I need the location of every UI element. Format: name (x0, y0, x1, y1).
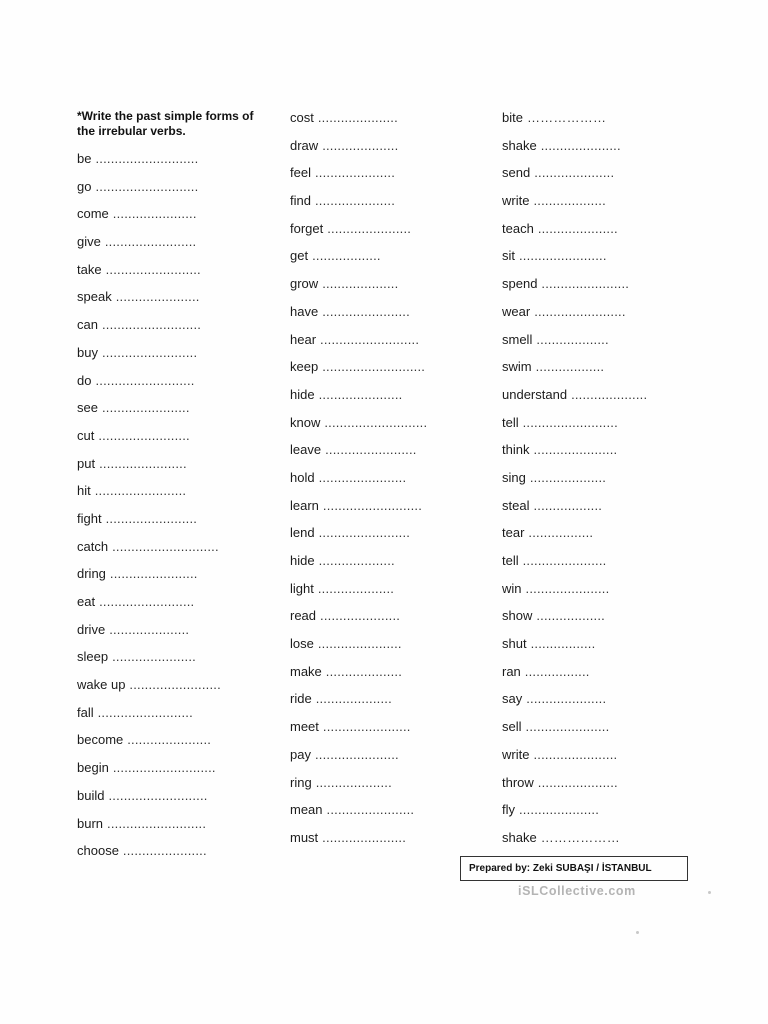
answer-blank[interactable]: ....................... (101, 400, 190, 416)
verb-item (77, 593, 221, 621)
answer-blank[interactable]: ...................... (318, 386, 403, 402)
verb-word: cut (77, 427, 95, 443)
verb-word: wear (502, 303, 531, 319)
credit-box: Prepared by: Zeki SUBAŞI / İSTANBUL (460, 856, 688, 881)
verb-word: speak (77, 289, 112, 305)
verb-item (290, 441, 427, 469)
verb-item (290, 607, 427, 635)
verb-word: tell (502, 553, 519, 568)
verb-item (77, 482, 221, 510)
verb-word: learn (290, 497, 319, 513)
answer-blank[interactable]: .......................... (95, 372, 195, 388)
verb-word: win (502, 580, 522, 596)
answer-blank[interactable]: ...................... (322, 829, 407, 845)
verb-word: eat (77, 594, 96, 609)
answer-blank[interactable]: ....................... (322, 719, 411, 735)
answer-blank[interactable]: ..................... (526, 691, 607, 707)
verb-word: tear (502, 525, 525, 541)
verb-word: leave (290, 442, 322, 458)
answer-blank[interactable]: ......................... (97, 704, 193, 720)
verb-item (290, 497, 427, 525)
verb-item (290, 829, 427, 857)
verb-item (502, 137, 647, 165)
verb-word: fight (77, 510, 102, 526)
answer-blank[interactable]: ....................... (109, 566, 198, 582)
verb-word: put (77, 455, 96, 471)
verb-item (502, 303, 647, 331)
verb-word: ride (290, 691, 312, 707)
verb-item (77, 344, 221, 372)
answer-blank[interactable]: ................... (536, 331, 609, 347)
verb-word: bite (502, 110, 523, 125)
answer-blank[interactable]: .......................... (107, 815, 207, 831)
verb-word: think (502, 442, 530, 458)
verb-item (77, 316, 221, 344)
answer-blank[interactable]: ........................... (95, 178, 199, 194)
verb-item (77, 205, 221, 233)
verb-item (77, 648, 221, 676)
verb-item (502, 607, 647, 635)
verb-item (290, 137, 427, 165)
verb-word: hide (290, 553, 315, 568)
verb-word: hear (290, 331, 317, 347)
verb-word: fall (77, 704, 94, 720)
verb-word: take (77, 261, 102, 277)
answer-blank[interactable]: ......................... (522, 414, 618, 430)
verb-item (502, 801, 647, 829)
answer-blank[interactable]: ............................ (112, 538, 219, 554)
answer-blank[interactable]: ........................ (105, 510, 198, 526)
speck-mark (636, 931, 639, 934)
verb-item (290, 164, 427, 192)
answer-blank[interactable]: ........................ (98, 427, 190, 443)
verb-item (502, 386, 647, 414)
verb-word: hide (290, 386, 315, 402)
verb-word: mean (290, 802, 323, 818)
verb-word: can (77, 317, 98, 333)
answer-blank[interactable]: ........................... (322, 359, 426, 375)
verb-word: steal (502, 497, 530, 513)
answer-blank[interactable]: ...................... (112, 206, 197, 222)
verb-word: teach (502, 220, 534, 236)
verb-item (290, 192, 427, 220)
verb-item (77, 842, 221, 870)
verb-word: sell (502, 719, 522, 735)
verb-word: lose (290, 636, 314, 652)
verb-item (502, 580, 647, 608)
verb-column-1 (77, 150, 221, 870)
verb-item (77, 455, 221, 483)
verb-item (290, 635, 427, 663)
answer-blank[interactable]: ..................... (540, 137, 621, 153)
verb-word: have (290, 303, 319, 319)
verb-word: dring (77, 566, 106, 582)
verb-item (502, 552, 647, 580)
verb-item (290, 746, 427, 774)
verb-item (290, 109, 427, 137)
verb-item (290, 774, 427, 802)
answer-blank[interactable]: ..................... (534, 165, 615, 181)
verb-item (77, 759, 221, 787)
answer-blank[interactable]: ..................... (320, 608, 401, 624)
answer-blank[interactable]: ........................ (325, 442, 417, 458)
answer-blank[interactable]: ....................... (519, 248, 607, 264)
verb-word: catch (77, 538, 109, 554)
verb-item (77, 399, 221, 427)
verb-word: grow (290, 276, 319, 292)
answer-blank[interactable]: ................. (524, 663, 590, 679)
answer-blank[interactable]: ........................ (534, 303, 626, 319)
answer-blank[interactable]: .................. (533, 497, 603, 513)
answer-blank[interactable]: .......................... (108, 787, 208, 803)
verb-word: lend (290, 525, 315, 541)
answer-blank[interactable]: .......................... (322, 497, 423, 513)
verb-item (77, 787, 221, 815)
verb-word: hit (77, 483, 91, 499)
verb-item (290, 331, 427, 359)
verb-item (290, 275, 427, 303)
verb-item (77, 621, 221, 649)
verb-item (77, 288, 221, 316)
answer-blank[interactable]: ...................... (525, 719, 610, 735)
verb-item (290, 801, 427, 829)
verb-item (77, 565, 221, 593)
verb-word: see (77, 400, 98, 416)
verb-item (502, 220, 647, 248)
verb-word: smell (502, 331, 533, 347)
answer-blank[interactable]: ...................... (327, 220, 412, 236)
verb-item (502, 663, 647, 691)
verb-item (290, 718, 427, 746)
verb-column-3 (502, 109, 647, 857)
verb-item (502, 414, 647, 442)
verb-item (502, 331, 647, 359)
verb-word: come (77, 206, 109, 222)
verb-word: be (77, 151, 92, 166)
verb-item (502, 441, 647, 469)
verb-item (77, 372, 221, 400)
answer-blank[interactable]: ......................... (101, 344, 198, 360)
verb-word: make (290, 663, 322, 679)
answer-blank[interactable]: ........................ (129, 677, 221, 693)
verb-item (502, 497, 647, 525)
verb-item (502, 192, 647, 220)
answer-blank[interactable]: ..................... (314, 193, 396, 209)
answer-blank[interactable]: ...................... (533, 442, 618, 458)
verb-word: send (502, 165, 531, 181)
verb-item (290, 358, 427, 386)
verb-word: throw (502, 774, 534, 790)
answer-blank[interactable]: ........................ (104, 234, 197, 250)
verb-word: do (77, 372, 92, 388)
verb-item (290, 303, 427, 331)
answer-blank[interactable]: .................... (325, 663, 403, 679)
answer-blank[interactable]: .................... (529, 469, 607, 485)
verb-word: shake (502, 137, 537, 153)
answer-blank[interactable]: .......................... (320, 331, 420, 347)
verb-word: read (290, 608, 317, 624)
verb-word: sit (502, 248, 515, 264)
verb-word: forget (290, 220, 324, 236)
verb-word: drive (77, 621, 106, 637)
verb-word: hold (290, 469, 315, 485)
verb-item (77, 676, 221, 704)
verb-word: feel (290, 165, 311, 181)
answer-blank[interactable]: .................... (318, 553, 395, 568)
answer-blank[interactable]: .................... (317, 580, 395, 596)
answer-blank[interactable]: ....................... (318, 469, 407, 485)
answer-blank[interactable]: ....................... (99, 455, 187, 471)
verb-item (77, 427, 221, 455)
verb-word: tell (502, 414, 519, 430)
verb-item (77, 815, 221, 843)
verb-item (290, 580, 427, 608)
answer-blank[interactable]: ........................... (112, 760, 216, 776)
answer-blank[interactable]: ..................... (537, 220, 618, 236)
verb-item (502, 358, 647, 386)
answer-blank[interactable]: ................... (533, 193, 606, 209)
verb-item (290, 524, 427, 552)
verb-item (77, 150, 221, 178)
answer-blank[interactable]: .................. (536, 608, 605, 624)
verb-item (290, 663, 427, 691)
answer-blank[interactable]: ......................... (105, 261, 201, 277)
verb-word: show (502, 608, 533, 624)
answer-blank[interactable]: .................... (315, 691, 392, 707)
verb-word: wake up (77, 677, 126, 693)
speck-mark (708, 891, 711, 894)
verb-word: say (502, 691, 523, 707)
verb-item (502, 746, 647, 774)
verb-word: spend (502, 276, 538, 292)
verb-word: understand (502, 386, 568, 402)
answer-blank[interactable]: ...................... (533, 746, 618, 762)
verb-word: shut (502, 636, 527, 652)
verb-word: must (290, 829, 319, 845)
answer-blank[interactable]: ....................... (541, 276, 630, 292)
verb-item (290, 247, 427, 275)
verb-word: go (77, 178, 92, 194)
answer-blank[interactable]: ……………… (540, 829, 620, 845)
instruction-text: *Write the past simple forms of the irrebular verbs. (77, 109, 254, 138)
answer-blank[interactable]: ....................... (322, 303, 410, 319)
answer-blank[interactable]: .......................... (101, 317, 202, 333)
verb-word: give (77, 234, 101, 250)
verb-word: know (290, 414, 321, 430)
answer-blank[interactable]: ...................... (115, 289, 200, 305)
verb-word: ring (290, 774, 312, 790)
verb-word: ran (502, 663, 521, 679)
verb-item (290, 414, 427, 442)
verb-item (77, 731, 221, 759)
verb-word: find (290, 193, 311, 209)
verb-item (77, 510, 221, 538)
verb-word: begin (77, 760, 109, 776)
verb-item (502, 718, 647, 746)
verb-word: choose (77, 843, 119, 859)
verb-word: sing (502, 469, 526, 485)
answer-blank[interactable]: .................... (571, 386, 648, 402)
verb-word: keep (290, 359, 319, 375)
answer-blank[interactable]: ...................... (122, 843, 207, 859)
answer-blank[interactable]: ......................... (99, 594, 195, 609)
answer-blank[interactable]: ……………… (526, 110, 607, 125)
answer-blank[interactable]: ........................ (318, 525, 411, 541)
verb-item (502, 774, 647, 802)
verb-item (502, 829, 647, 857)
verb-word: cost (290, 110, 314, 125)
verb-word: build (77, 787, 105, 803)
verb-item (77, 704, 221, 732)
verb-word: draw (290, 137, 319, 153)
verb-item (502, 635, 647, 663)
verb-item (502, 524, 647, 552)
verb-item (77, 261, 221, 289)
verb-word: meet (290, 719, 319, 735)
verb-item (290, 469, 427, 497)
answer-blank[interactable]: ........................ (94, 483, 187, 499)
verb-item (502, 275, 647, 303)
answer-blank[interactable]: ...................... (112, 649, 196, 665)
verb-item (502, 109, 647, 137)
answer-blank[interactable]: ................. (530, 636, 596, 652)
answer-blank[interactable]: ...................... (127, 732, 212, 748)
verb-word: pay (290, 746, 311, 762)
verb-item (290, 690, 427, 718)
verb-word: write (502, 193, 530, 209)
verb-item (77, 538, 221, 566)
answer-blank[interactable]: .................... (315, 774, 392, 790)
answer-blank[interactable]: ................. (528, 525, 594, 541)
answer-blank[interactable]: ...................... (522, 553, 607, 568)
verb-item (502, 164, 647, 192)
verb-word: write (502, 746, 530, 762)
verb-item (290, 386, 427, 414)
verb-word: fly (502, 802, 515, 818)
verb-word: shake (502, 829, 537, 845)
answer-blank[interactable]: .................. (535, 359, 605, 375)
answer-blank[interactable]: ..................... (109, 621, 190, 637)
answer-blank[interactable]: ..................... (537, 774, 618, 790)
answer-blank[interactable]: ...................... (314, 746, 399, 762)
verb-item (290, 552, 427, 580)
verb-word: buy (77, 344, 98, 360)
answer-blank[interactable]: ..................... (314, 165, 396, 181)
verb-item (502, 469, 647, 497)
answer-blank[interactable]: ...................... (525, 580, 610, 596)
answer-blank[interactable]: ..................... (519, 802, 600, 818)
answer-blank[interactable]: ..................... (317, 110, 398, 125)
answer-blank[interactable]: ....................... (326, 802, 415, 818)
answer-blank[interactable]: ...................... (317, 636, 402, 652)
answer-blank[interactable]: .................... (322, 276, 399, 292)
verb-column-2 (290, 109, 427, 857)
watermark: iSLCollective.com (518, 884, 636, 898)
answer-blank[interactable]: ........................... (324, 414, 428, 430)
answer-blank[interactable]: .................... (322, 137, 399, 153)
verb-item (77, 178, 221, 206)
verb-item (77, 233, 221, 261)
verb-item (290, 220, 427, 248)
verb-word: get (290, 248, 309, 264)
verb-word: burn (77, 815, 104, 831)
answer-blank[interactable]: .................. (312, 248, 381, 264)
verb-item (502, 247, 647, 275)
verb-word: light (290, 580, 314, 596)
verb-item (502, 690, 647, 718)
verb-word: become (77, 732, 124, 748)
verb-word: swim (502, 359, 532, 375)
verb-word: sleep (77, 649, 109, 665)
answer-blank[interactable]: ........................... (95, 151, 199, 166)
